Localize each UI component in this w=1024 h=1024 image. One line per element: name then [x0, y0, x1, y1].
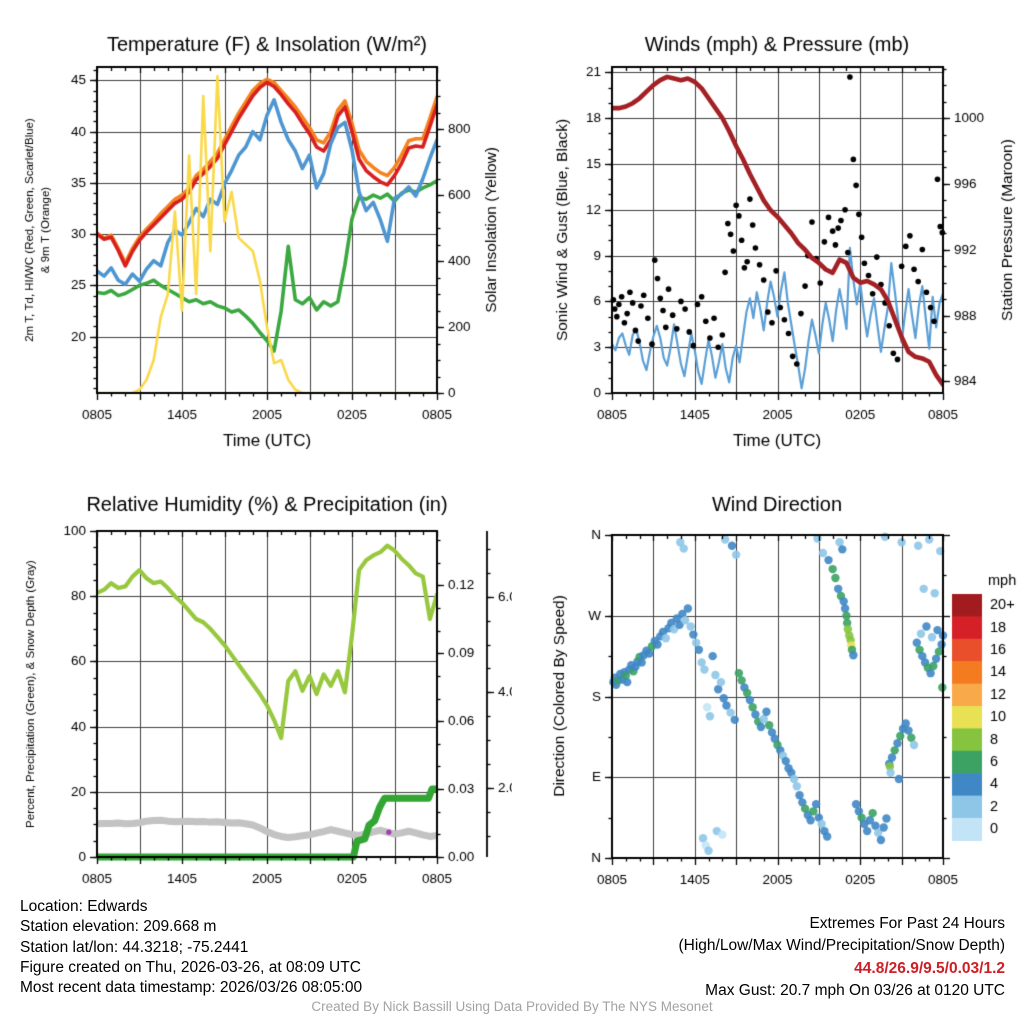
- extremes-subtitle: (High/Low/Max Wind/Precipitation/Snow Depth): [678, 937, 1005, 955]
- winds-pressure-panel: [512, 0, 1024, 460]
- info-elevation: Station elevation: 209.668 m: [20, 918, 217, 936]
- temperature-insolation-panel: [0, 0, 512, 460]
- info-created: Figure created on Thu, 2026-03-26, at 08:09 UTC: [20, 958, 361, 976]
- info-latlon: Station lat/lon: 44.3218; -75.2441: [20, 938, 249, 956]
- info-location: Location: Edwards: [20, 898, 148, 915]
- wind-direction-panel: [512, 460, 1024, 905]
- extremes-values: 44.8/26.9/9.5/0.03/1.2: [854, 959, 1005, 977]
- credit-footer: Created By Nick Bassill Using Data Provided By The NYS Mesonet: [311, 999, 713, 1014]
- humidity-precipitation-panel: [0, 460, 544, 905]
- info-timestamp: Most recent data timestamp: 2026/03/26 08:05:00: [20, 979, 363, 997]
- extremes-max-gust: Max Gust: 20.7 mph On 03/26 at 0120 UTC: [705, 981, 1005, 999]
- station-info-block: [20, 897, 362, 998]
- extremes-title: Extremes For Past 24 Hours: [809, 915, 1005, 932]
- extremes-block: [679, 913, 1006, 1002]
